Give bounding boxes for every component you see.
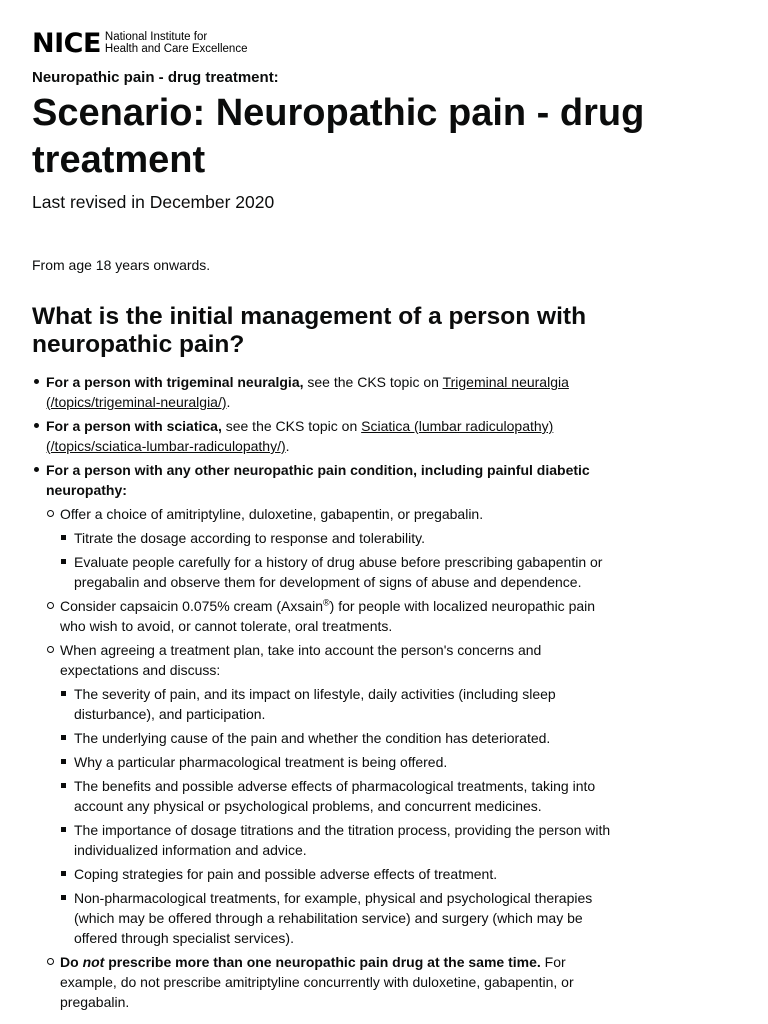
donot-emphasis: not bbox=[82, 954, 105, 970]
plan-sub-item: The importance of dosage titrations and the titration process, providing the person with individualized information and advice. bbox=[60, 820, 622, 860]
logo-line-2: Health and Care Excellence bbox=[104, 43, 248, 55]
list-item-capsaicin bbox=[46, 596, 622, 636]
trigeminal-end: . bbox=[226, 394, 231, 410]
list-item-offer bbox=[46, 504, 622, 592]
registered-mark: ® bbox=[323, 597, 330, 608]
list-item-sciatica bbox=[32, 416, 622, 456]
management-content bbox=[32, 372, 622, 1016]
age-range: From age 18 years onwards. bbox=[32, 257, 211, 273]
other-bold: For a person with any other neuropathic pain condition, including painful diabetic neuropathy: bbox=[46, 462, 590, 498]
plan-sub-item: The benefits and possible adverse effects of pharmacological treatments, taking into account any physical or psychological problems, and concurrent medicines. bbox=[60, 776, 622, 816]
plan-sub-item: The underlying cause of the pain and whether the condition has deteriorated. bbox=[60, 728, 622, 748]
page-title: Scenario: Neuropathic pain - drug treatment bbox=[32, 92, 645, 181]
offer-sub-item: Evaluate people carefully for a history of drug abuse before prescribing gabapentin or pregabalin and observe them for development of signs of abuse and dependence. bbox=[60, 552, 622, 592]
offer-text: Offer a choice of amitriptyline, duloxetine, gabapentin, or pregabalin. bbox=[60, 506, 484, 522]
donot-text-a: Do bbox=[60, 954, 83, 970]
management-list bbox=[32, 372, 622, 1012]
sciatica-end: . bbox=[285, 438, 290, 454]
logo-text bbox=[105, 31, 248, 55]
capsaicin-text-b: ) for people with localized neuropathic pain who wish to avoid, or cannot tolerate, oral treatments. bbox=[60, 598, 596, 634]
list-item-plan bbox=[46, 640, 622, 948]
donot-rest: For example, do not prescribe amitriptyline concurrently with duloxetine, gabapentin, or pregabalin. bbox=[60, 954, 574, 1010]
list-item-trigeminal bbox=[32, 372, 622, 412]
plan-sublist bbox=[60, 684, 622, 948]
offer-sublist bbox=[60, 528, 622, 592]
plan-sub-item: The severity of pain, and its impact on lifestyle, daily activities (including sleep disturbance), and participation. bbox=[60, 684, 622, 724]
plan-sub-item: Non-pharmacological treatments, for example, physical and psychological therapies (which may be offered through a rehabilitation service) and surgery (which may be offered through specialist services). bbox=[60, 888, 622, 948]
trigeminal-bold: For a person with trigeminal neuralgia, bbox=[46, 374, 304, 390]
plan-sub-item: Coping strategies for pain and possible adverse effects of treatment. bbox=[60, 864, 622, 884]
donot-text-b: prescribe more than one neuropathic pain drug at the same time. bbox=[104, 954, 541, 970]
offer-sub-item: Titrate the dosage according to response and tolerability. bbox=[60, 528, 622, 548]
sciatica-text: see the CKS topic on bbox=[221, 418, 362, 434]
nice-logo[interactable] bbox=[32, 28, 247, 58]
last-revised: Last revised in December 2020 bbox=[32, 192, 275, 212]
logo-mark: NICE bbox=[32, 27, 101, 59]
trigeminal-text: see the CKS topic on bbox=[303, 374, 443, 390]
sciatica-bold: For a person with sciatica, bbox=[46, 418, 222, 434]
logo-line-1: National Institute for bbox=[104, 31, 208, 43]
plan-sub-item: Why a particular pharmacological treatment is being offered. bbox=[60, 752, 622, 772]
section-heading: What is the initial management of a person with neuropathic pain? bbox=[32, 303, 587, 358]
topic-kicker: Neuropathic pain - drug treatment: bbox=[32, 69, 279, 86]
capsaicin-text-a: Consider capsaicin 0.075% cream (Axsain bbox=[60, 598, 324, 614]
other-sublist bbox=[46, 504, 622, 1012]
list-item-do-not bbox=[46, 952, 622, 1012]
list-item-other bbox=[32, 460, 622, 1012]
donot-bold bbox=[60, 954, 541, 970]
trigeminal-link[interactable]: Trigeminal neuralgia (/topics/trigeminal-neuralgia/) bbox=[46, 374, 569, 410]
plan-text: When agreeing a treatment plan, take into account the person's concerns and expectations and discuss: bbox=[60, 642, 542, 678]
sciatica-link[interactable]: Sciatica (lumbar radiculopathy) (/topics/sciatica-lumbar-radiculopathy/) bbox=[46, 418, 554, 454]
